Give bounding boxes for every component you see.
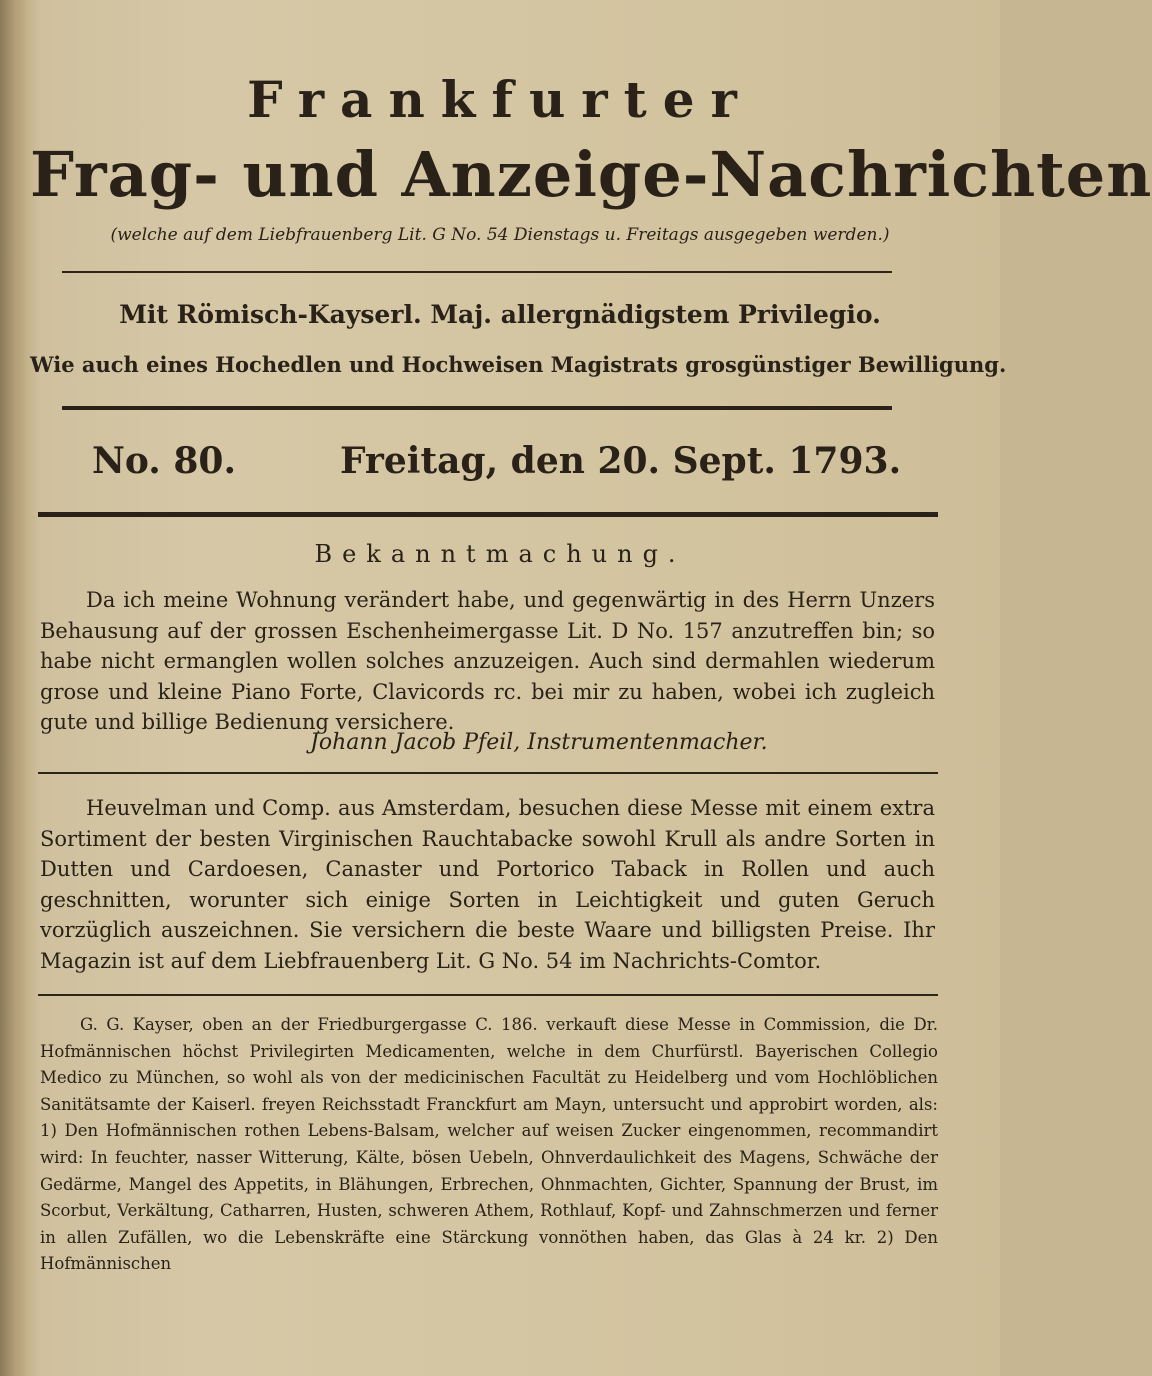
tobacco-advertisement: [40, 793, 935, 976]
medicine-advertisement: [40, 1012, 938, 1278]
notice-heading: Bekanntmachung.: [314, 540, 686, 568]
notice-body: [40, 585, 935, 738]
privilege-line-2: Wie auch eines Hochedlen und Hochweisen Magistrats grosgünstiger Bewilligung.: [30, 352, 1007, 377]
issue-dateline: [0, 440, 1000, 490]
masthead-title-line2: Frag- und Anzeige-Nachrichten: [30, 138, 1152, 211]
advertisement-text: Heuvelman und Comp. aus Amsterdam, besuchen diese Messe mit einem extra Sortiment der besten Virginischen Rauchtabacke sowohl Krull als andre Sorten in Dutten und Cardoesen, Canaster und Portorico Taback in Rollen und auch geschnitten, worunter sich einige Sorten in Leichtigkeit und guten Geruch vorzüglich auszeichnen. Sie versichern die beste Waare und billigsten Preise. Ihr Magazin ist auf dem Liebfrauenberg Lit. G No. 54 im Nachrichts-Comtor.: [40, 796, 935, 973]
advertisement-text: G. G. Kayser, oben an der Friedburgergasse C. 186. verkauft diese Messe in Commission, die Dr. Hofmännischen höchst Privilegirten Medicamenten, welche in dem Churfürstl. Bayerischen Collegio Medico zu München, so wohl als von der medicinischen Facultät zu Heidelberg und vom Hochlöblichen Sanitätsamte der Kaiserl. freyen Reichsstadt Franckfurt am Mayn, untersucht und approbirt worden, als: 1) Den Hofmännischen rothen Lebens-Balsam, welcher auf weisen Zucker eingenommen, recommandirt wird: In feuchter, nasser Witterung, Kälte, bösen Uebeln, Ohnverdaulichkeit des Magens, Schwäche der Gedärme, Mangel des Appetits, in Blähungen, Erbrechen, Ohnmachten, Gichter, Spannung der Brust, im Scorbut, Verkältung, Catharren, Husten, schweren Athem, Rothlauf, Kopf- und Zahnschmerzen und ferner in allen Zufällen, wo die Lebenskräfte eine Stärckung vonnöthen haben, das Glas à 24 kr. 2) Den Hofmännischen: [40, 1015, 938, 1274]
book-gutter: [0, 0, 26, 1376]
privilege-line-1: Mit Römisch-Kayserl. Maj. allergnädigstem Privilegio.: [119, 300, 881, 329]
divider: [38, 994, 938, 996]
masthead-subtitle: (welche auf dem Liebfrauenberg Lit. G No. 54 Dienstags u. Freitags ausgegeben werden.): [110, 225, 890, 245]
divider: [38, 772, 938, 774]
notice-text: Da ich meine Wohnung verändert habe, und gegenwärtig in des Herrn Unzers Behausung auf der grossen Eschenheimergasse Lit. D No. 157 anzutreffen bin; so habe nicht ermanglen wollen solches anzuzeigen. Auch sind dermahlen wiederum grose und kleine Piano Forte, Clavicords rc. bei mir zu haben, wobei ich zugleich gute und billige Bedienung versichere.: [40, 588, 935, 734]
issue-date: Freitag, den 20. Sept. 1793.: [340, 440, 902, 482]
masthead-title-line1: Frankfurter: [247, 70, 753, 129]
divider: [38, 512, 938, 517]
divider: [62, 271, 892, 273]
notice-signature: Johann Jacob Pfeil, Instrumentenmacher.: [310, 730, 768, 755]
divider: [62, 406, 892, 410]
issue-number: No. 80.: [92, 440, 236, 482]
